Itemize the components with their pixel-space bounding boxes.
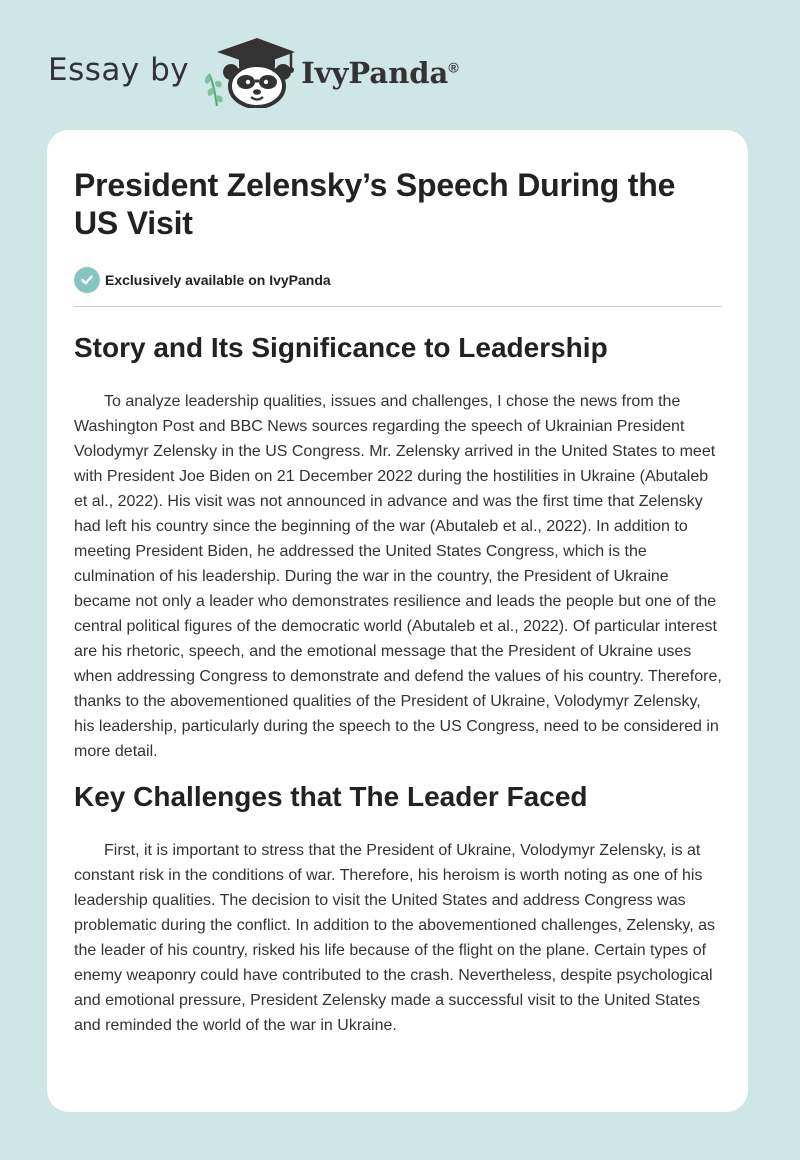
check-circle-icon	[74, 267, 100, 293]
exclusive-text: Exclusively available on IvyPanda	[105, 272, 331, 288]
brand-prefix: Essay by	[48, 52, 190, 88]
brand-name: IvyPanda®	[301, 56, 459, 90]
section-paragraph-story: To analyze leadership qualities, issues and challenges, I chose the news from the Washington Post and BBC News sources regarding the speech of Ukrainian President Volodymyr Zelensky in the US Congress. Mr. Zelensky arrived in the United States to meet with President Joe Biden on 21 December 2022 during the hostilities in Ukraine (Abutaleb et al., 2022). His visit was not announced in advance and was the first time that Zelensky had left his country since the beginning of the war (Abutaleb et al., 2022). In addition to meeting President Biden, he addressed the United States Congress, which is the culmination of his leadership. During the war in the country, the President of Ukraine became not only a leader who demonstrates resilience and leads the people but one of the central political figures of the democratic world (Abutaleb et al., 2022). Of particular interest are his rhetoric, speech, and the emotional message that the President of Ukraine uses when addressing Congress to demonstrate and defend the values of his country. Therefore, thanks to the abovementioned qualities of the President of Ukraine, Volodymyr Zelensky, his leadership, particularly during the speech to the US Congress, need to be considered in more detail.	[74, 393, 722, 760]
exclusive-badge	[74, 266, 722, 294]
title-divider	[74, 306, 722, 307]
brand-header[interactable]	[48, 36, 459, 108]
section-heading-challenges: Key Challenges that The Leader Faced	[74, 781, 588, 812]
section-heading-story: Story and Its Significance to Leadership	[74, 332, 608, 363]
section-paragraph-challenges: First, it is important to stress that the President of Ukraine, Volodymyr Zelensky, is at constant risk in the conditions of war. Therefore, his heroism is worth noting as one of his leadership qualities. The decision to visit the United States and address Congress was problematic during the conflict. In addition to the abovementioned challenges, Zelensky, as the leader of his country, risked his life because of the flight on the plane. Certain types of enemy weaponry could have contributed to the crash. Nevertheless, despite psychological and emotional pressure, President Zelensky made a successful visit to the United States and reminded the world of the war in Ukraine.	[74, 842, 715, 1034]
essay-title: President Zelensky’s Speech During the US Visit	[74, 167, 676, 241]
panda-graduate-logo-icon	[203, 36, 299, 108]
essay-card	[47, 130, 748, 1112]
